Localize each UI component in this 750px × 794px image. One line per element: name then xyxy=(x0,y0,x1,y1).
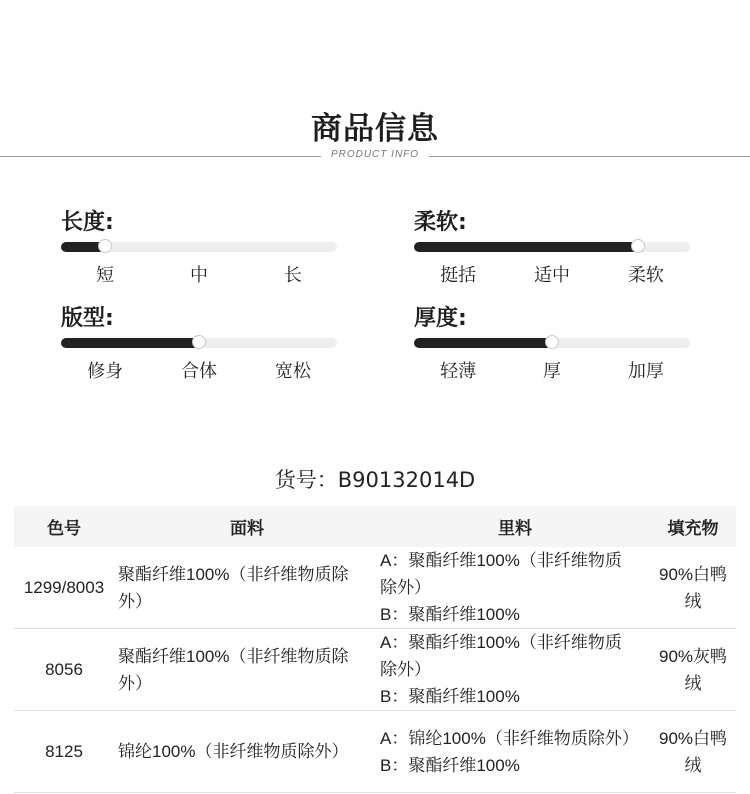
column-header-fabric: 面料 xyxy=(114,506,380,547)
page-subtitle: PRODUCT INFO xyxy=(321,149,429,160)
cell-lining xyxy=(380,547,650,629)
spec-table xyxy=(14,506,736,793)
attribute-thickness xyxy=(414,304,690,385)
attribute-option: 适中 xyxy=(534,265,570,286)
attribute-knob xyxy=(98,239,112,253)
table-row xyxy=(14,547,736,629)
attribute-fill xyxy=(61,338,199,348)
lining-a: A：聚酯纤维100%（非纤维物质除外） xyxy=(380,633,622,679)
attribute-option: 厚 xyxy=(543,361,561,382)
attribute-option: 加厚 xyxy=(627,361,664,382)
cell-fabric: 聚酯纤维100%（非纤维物质除外） xyxy=(114,547,380,629)
attribute-option: 柔软 xyxy=(627,265,664,286)
attribute-label: 厚度: xyxy=(414,306,467,331)
cell-filling: 90%白鸭绒 xyxy=(650,711,736,793)
cell-color-code: 8056 xyxy=(14,629,114,711)
attribute-label: 版型: xyxy=(61,306,114,331)
attribute-knob xyxy=(631,239,645,253)
cell-filling: 90%白鸭绒 xyxy=(650,547,736,629)
attribute-fill xyxy=(414,242,638,252)
lining-b: B：聚酯纤维100% xyxy=(380,755,520,775)
attribute-knob xyxy=(192,335,206,349)
cell-lining xyxy=(380,711,650,793)
attribute-option: 挺括 xyxy=(440,265,477,286)
attribute-option: 宽松 xyxy=(274,361,311,382)
lining-b: B：聚酯纤维100% xyxy=(380,687,520,706)
sku-number: 货号：B90132014D xyxy=(274,468,476,492)
attribute-label: 柔软: xyxy=(414,210,467,235)
attribute-knob xyxy=(545,335,559,349)
cell-fabric: 聚酯纤维100%（非纤维物质除外） xyxy=(114,629,380,711)
cell-filling: 90%灰鸭绒 xyxy=(650,629,736,711)
column-header-filling: 填充物 xyxy=(650,506,736,547)
table-header-row xyxy=(14,506,736,547)
attribute-option: 轻薄 xyxy=(440,361,477,382)
attribute-option: 长 xyxy=(283,265,302,286)
column-header-color-code: 色号 xyxy=(14,506,114,547)
attribute-fill xyxy=(414,338,552,348)
lining-a: A：聚酯纤维100%（非纤维物质除外） xyxy=(380,551,622,597)
table-row xyxy=(14,629,736,711)
cell-fabric: 锦纶100%（非纤维物质除外） xyxy=(114,711,380,793)
attribute-track xyxy=(61,338,337,348)
cell-color-code: 8125 xyxy=(14,711,114,793)
lining-a: A：锦纶100%（非纤维物质除外） xyxy=(380,728,639,748)
attribute-option: 修身 xyxy=(87,361,124,382)
attribute-fit xyxy=(61,304,337,385)
lining-b: B：聚酯纤维100% xyxy=(380,605,520,624)
attribute-option: 短 xyxy=(96,265,115,286)
attribute-softness xyxy=(414,208,690,289)
attribute-option: 合体 xyxy=(181,361,217,382)
attribute-label: 长度: xyxy=(61,210,114,235)
cell-color-code: 1299/8003 xyxy=(14,547,114,629)
attribute-track xyxy=(414,242,690,252)
column-header-lining: 里料 xyxy=(380,506,650,547)
attribute-length xyxy=(61,208,337,289)
attribute-track xyxy=(414,338,690,348)
cell-lining xyxy=(380,629,650,711)
table-row xyxy=(14,711,736,793)
page-title: 商品信息 xyxy=(311,111,439,147)
attribute-option: 中 xyxy=(190,265,208,286)
attribute-track xyxy=(61,242,337,252)
